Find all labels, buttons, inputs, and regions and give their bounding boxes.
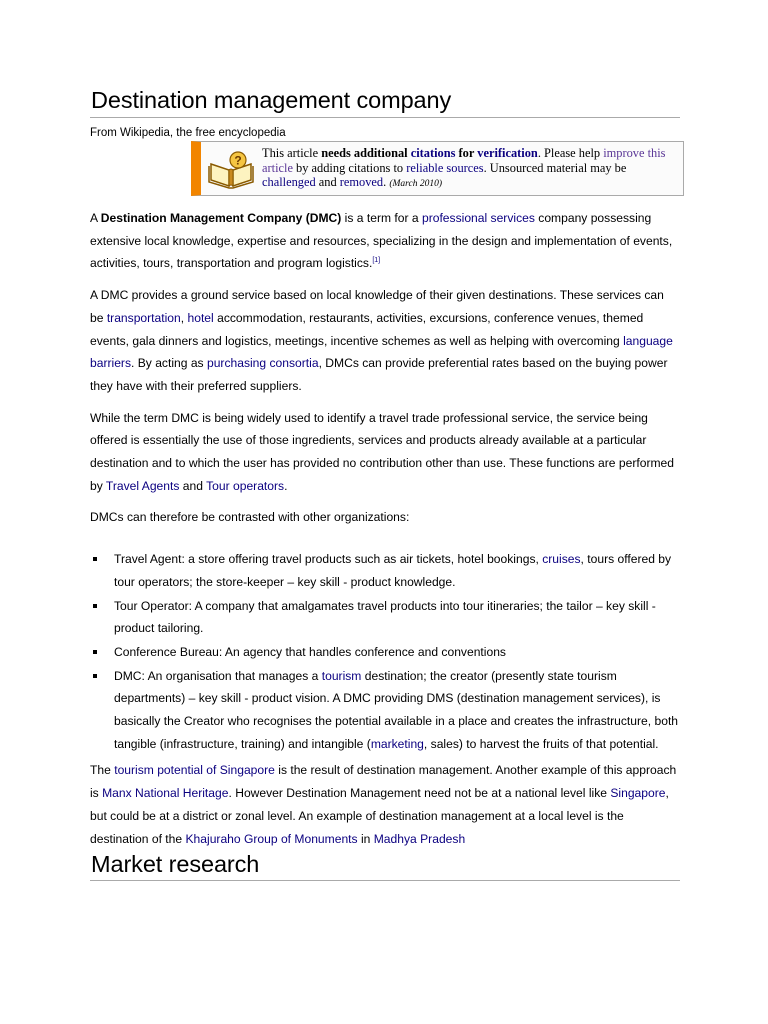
text-run: . However Destination Management need not be at a national level like [228, 786, 611, 801]
bullet-icon [93, 604, 97, 608]
text-run: is the result of destination management. Another example of this approach is [90, 763, 677, 801]
bold-term: Destination Management Company (DMC) [100, 211, 342, 225]
link-improve-article[interactable]: improve this article [262, 146, 666, 175]
link-madhya-pradesh[interactable]: Madhya Pradesh [373, 831, 466, 846]
bullet-icon [93, 557, 97, 561]
link-tourism-potential-singapore[interactable]: tourism potential of Singapore [114, 763, 275, 778]
link-removed[interactable]: removed [339, 175, 384, 189]
notice-text-part: This article [262, 146, 322, 160]
text-run: and [179, 478, 207, 493]
text-run: Tour Operator: A company that amalgamates travel products into tour itineraries; the tailor – key skill - product tailoring. [114, 598, 656, 636]
bullet-icon [93, 650, 97, 654]
link-manx-national-heritage[interactable]: Manx National Heritage [102, 786, 229, 801]
text-run: Conference Bureau: An agency that handles conference and conventions [114, 644, 506, 659]
paragraph-term-usage [90, 407, 680, 498]
list-item [90, 665, 680, 756]
text-run: While the term DMC is being widely used to identify a travel trade professional service, the service being offered is essentially the use of those ingredients, services and products already available at a particular destination and to which the user has provided no contribution other than use. These functions are performed by [90, 410, 675, 493]
text-run: in [357, 831, 374, 846]
text-run: accommodation, restaurants, activities, excursions, conference venues, themed events, gala dinners and logistics, meetings, incentive schemes as well as helping with overcoming [90, 310, 644, 348]
list-item [90, 641, 680, 664]
tagline: From Wikipedia, the free encyclopedia [90, 127, 286, 139]
paragraph-contrast [90, 506, 680, 529]
link-citations[interactable]: citations [410, 146, 456, 160]
text-run: The [90, 763, 115, 778]
link-transportation[interactable]: transportation [106, 310, 181, 325]
text-run: is a term for a [341, 211, 422, 225]
text-run: Travel Agent: a store offering travel products such as air tickets, hotel bookings, [114, 552, 543, 567]
link-purchasing-consortia[interactable]: purchasing consortia [206, 356, 319, 371]
notice-bold-text: needs additional [321, 146, 411, 160]
text-run: , sales) to harvest the fruits of that potential. [423, 736, 659, 751]
link-challenged[interactable]: challenged [262, 175, 316, 189]
organization-list [90, 548, 680, 755]
bullet-icon [93, 674, 97, 678]
text-run: , tours offered by tour operators; the store-keeper – key skill - product knowledge. [114, 552, 672, 589]
list-item [90, 548, 680, 593]
link-hotel[interactable]: hotel [187, 310, 214, 325]
link-singapore[interactable]: Singapore [610, 786, 666, 801]
link-khajuraho-monuments[interactable]: Khajuraho Group of Monuments [185, 831, 358, 846]
notice-text-part: . Please help [537, 146, 604, 160]
section-heading-market-research: Market research [90, 850, 680, 881]
notice-date: (March 2010) [389, 179, 443, 189]
paragraph-examples [90, 759, 680, 850]
citation-notice-box [191, 141, 684, 196]
list-item [90, 595, 680, 640]
text-run: company possessing extensive local knowledge, expertise and resources, specializing in the design and implementation of events, activities, tours, transportation and program logistics. [90, 211, 673, 271]
text-run: , [180, 310, 188, 325]
text-run: DMC: An organisation that manages a [114, 668, 322, 683]
text-run: destination; the creator (presently state tourism departments) – key skill - product vision. A DMC providing DMS (destination management services), is basically the Creator who recognises the potential available in a place and creates the infrastructure, both tangible (infrastructure, training) and intangible ( [114, 668, 679, 751]
notice-text [262, 146, 682, 192]
link-reliable-sources[interactable]: reliable sources [406, 160, 484, 175]
reference-link[interactable]: [1] [372, 257, 381, 265]
page-title: Destination management company [90, 86, 680, 118]
article-page [90, 86, 680, 881]
link-verification[interactable]: verification [477, 146, 538, 160]
notice-text-part: and [315, 175, 340, 189]
paragraph-intro [90, 207, 680, 275]
link-tour-operators[interactable]: Tour operators [206, 478, 285, 493]
link-cruises[interactable]: cruises [542, 552, 581, 567]
text-run: DMCs can therefore be contrasted with other organizations: [90, 510, 410, 525]
notice-bold-text: for [455, 146, 478, 160]
text-run: . [284, 478, 288, 493]
notice-text-part: by adding citations to [292, 160, 407, 175]
link-professional-services[interactable]: professional services [421, 211, 535, 225]
paragraph-services [90, 284, 680, 398]
text-run: . By acting as [131, 356, 207, 371]
book-question-icon [207, 150, 255, 190]
link-tourism[interactable]: tourism [321, 668, 362, 683]
link-language-barriers[interactable]: language barriers [90, 333, 673, 371]
text-run: , DMCs can provide preferential rates based on the buying power they have with their preferred suppliers. [90, 356, 668, 393]
link-travel-agents[interactable]: Travel Agents [105, 478, 180, 493]
text-run: A [90, 211, 101, 225]
link-marketing[interactable]: marketing [370, 736, 424, 751]
text-run: A DMC provides a ground service based on local knowledge of their given destinations. These services can be [90, 288, 664, 325]
notice-text-part: . [383, 175, 387, 189]
text-run: , but could be at a district or zonal level. An example of destination management at a local level is the destination of the [90, 786, 669, 846]
notice-text-part: . Unsourced material may be [483, 160, 627, 175]
svg-text:?: ? [234, 153, 242, 168]
